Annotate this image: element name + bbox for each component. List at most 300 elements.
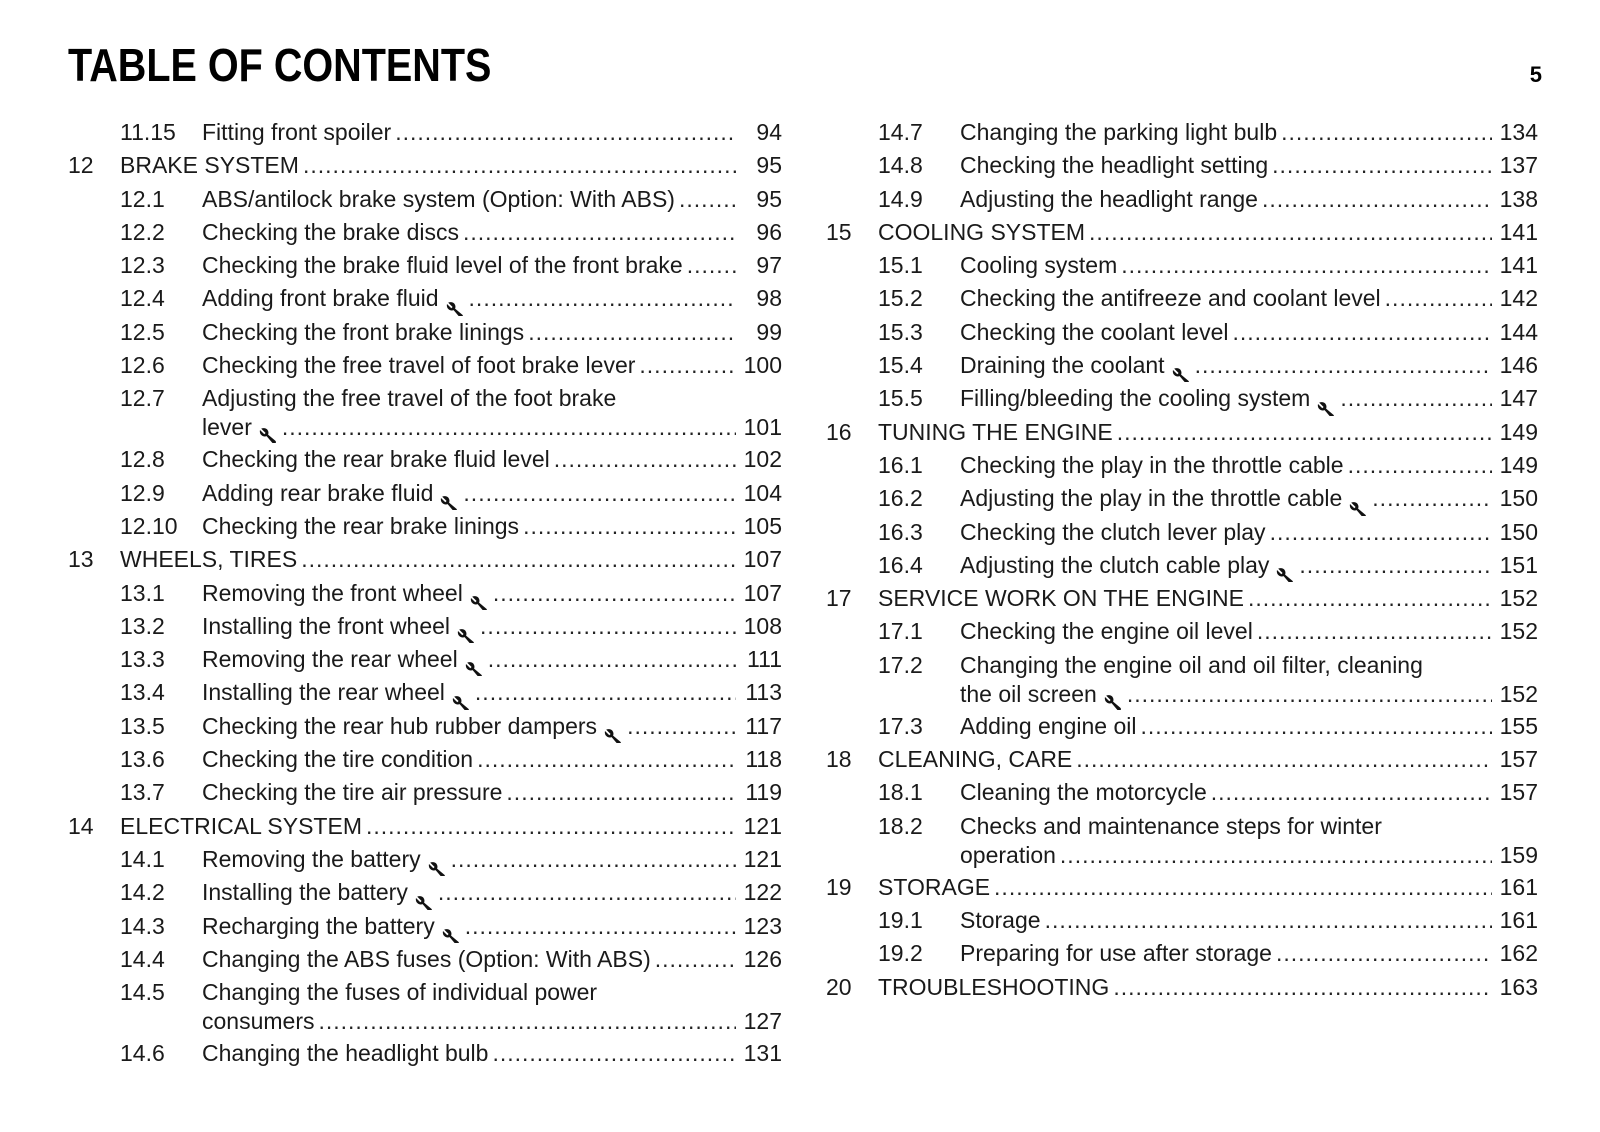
dot-leader	[1272, 149, 1492, 182]
wrench-icon	[258, 423, 278, 443]
wrench-icon	[414, 890, 434, 910]
entry-number: 13.3	[120, 646, 165, 673]
toc-entry[interactable]	[68, 776, 782, 809]
toc-entry[interactable]	[68, 710, 782, 743]
entry-number: 18.1	[878, 779, 923, 806]
entry-title-wrap	[202, 1006, 740, 1037]
entry-line-1	[68, 382, 782, 412]
entry-page-number: 97	[756, 252, 782, 279]
toc-chapter-entry[interactable]	[826, 416, 1538, 449]
entry-title: Changing the fuses of individual power	[202, 979, 598, 1006]
wrench-icon	[1348, 496, 1368, 516]
entry-title: COOLING SYSTEM	[878, 218, 1086, 245]
entry-title: Adjusting the clutch cable play	[960, 551, 1270, 578]
entry-title: WHEELS, TIRES	[120, 546, 298, 573]
entry-page-number: 162	[1499, 940, 1538, 967]
entry-title-wrap	[202, 510, 740, 543]
entry-title-wrap	[960, 382, 1496, 415]
entry-number: 16.2	[878, 485, 923, 512]
entry-title-wrap	[202, 349, 740, 382]
entry-title-wrap	[202, 843, 740, 876]
entry-number: 13.2	[120, 612, 165, 639]
dot-leader	[395, 116, 736, 149]
entry-page-number: 105	[743, 512, 782, 539]
entry-page-number: 163	[1499, 973, 1538, 1000]
entry-page-number: 113	[745, 679, 782, 706]
dot-leader	[493, 577, 736, 610]
toc-entry[interactable]	[68, 843, 782, 876]
entry-number: 13.7	[120, 779, 165, 806]
entry-title: Checking the antifreeze and coolant level	[960, 285, 1381, 312]
dot-leader	[1281, 116, 1492, 149]
entry-title-wrap	[960, 282, 1496, 315]
entry-title: Storage	[960, 906, 1041, 933]
entry-title: Checking the tire condition	[202, 746, 474, 773]
entry-number: 13.5	[120, 712, 165, 739]
entry-title: Checking the brake fluid level of the front brake	[202, 252, 683, 279]
entry-title-wrap	[960, 116, 1496, 149]
toc-chapter-entry[interactable]	[68, 810, 782, 843]
entry-number: 14.9	[878, 185, 923, 212]
toc-entry[interactable]	[826, 776, 1538, 809]
toc-entry[interactable]	[68, 116, 782, 149]
entry-title: TUNING THE ENGINE	[878, 418, 1113, 445]
entry-line-1	[68, 976, 782, 1006]
dot-leader	[301, 543, 736, 576]
toc-entry[interactable]	[68, 577, 782, 610]
entry-number: 12.8	[120, 446, 165, 473]
toc-entry[interactable]	[68, 249, 782, 282]
entry-page-number: 150	[1499, 485, 1538, 512]
toc-entry[interactable]	[68, 216, 782, 249]
entry-number: 13.6	[120, 746, 165, 773]
entry-page-number: 159	[1499, 841, 1538, 868]
entry-line-1	[826, 810, 1538, 840]
entry-title: lever	[202, 414, 252, 441]
entry-page-number: 104	[743, 479, 782, 506]
entry-title: Adjusting the headlight range	[960, 185, 1258, 212]
entry-number: 20	[826, 973, 852, 1000]
entry-title: Checking the front brake linings	[202, 318, 525, 345]
entry-title-wrap	[202, 876, 740, 909]
entry-title: Filling/bleeding the cooling system	[960, 385, 1311, 412]
entry-page-number: 152	[1499, 618, 1538, 645]
entry-title-wrap	[878, 582, 1496, 615]
dot-leader	[1089, 216, 1492, 249]
entry-page-number: 107	[743, 579, 782, 606]
toc-entry[interactable]	[68, 382, 782, 443]
entry-page-number: 144	[1499, 318, 1538, 345]
entry-title: Fitting front spoiler	[202, 119, 392, 145]
entry-title-wrap	[202, 676, 740, 709]
entry-page-number: 149	[1499, 418, 1538, 445]
dot-leader	[1060, 840, 1492, 871]
entry-page-number: 142	[1499, 285, 1538, 312]
dot-leader	[1299, 549, 1492, 582]
entry-page-number: 138	[1499, 185, 1538, 212]
entry-number: 14	[68, 812, 94, 839]
entry-title: TROUBLESHOOTING	[878, 973, 1110, 1000]
toc-entry[interactable]	[826, 183, 1538, 216]
dot-leader	[451, 843, 736, 876]
entry-page-number: 95	[756, 185, 782, 212]
toc-entry[interactable]	[826, 516, 1538, 549]
entry-number: 16	[826, 418, 852, 445]
dot-leader	[523, 510, 736, 543]
entry-title-wrap	[202, 776, 740, 809]
dot-leader	[679, 183, 736, 216]
dot-leader	[1348, 449, 1492, 482]
entry-title: the oil screen	[960, 680, 1097, 707]
toc-chapter-entry[interactable]	[826, 582, 1538, 615]
wrench-icon	[469, 590, 489, 610]
dot-leader	[1121, 249, 1492, 282]
entry-line-2	[68, 1006, 782, 1037]
page-number: 5	[1529, 62, 1542, 87]
dot-leader	[655, 943, 736, 976]
dot-leader	[1140, 710, 1492, 743]
wrench-icon	[439, 490, 459, 510]
entry-title: Checking the rear brake fluid level	[202, 446, 550, 473]
toc-entry[interactable]	[68, 910, 782, 943]
entry-number: 13.1	[120, 579, 165, 606]
entry-page-number: 161	[1499, 873, 1538, 900]
entry-title: Adding front brake fluid	[202, 285, 439, 312]
entry-number: 17.1	[878, 618, 923, 645]
entry-title: Cleaning the motorcycle	[960, 779, 1207, 806]
entry-number: 15.5	[878, 385, 923, 412]
toc-entry[interactable]	[68, 676, 782, 709]
wrench-icon	[1316, 396, 1336, 416]
entry-number: 12.7	[120, 385, 165, 412]
dot-leader	[1113, 971, 1492, 1004]
entry-number: 14.4	[120, 945, 165, 972]
page-title: TABLE OF CONTENTS	[68, 39, 492, 91]
wrench-icon	[1103, 690, 1123, 710]
entry-page-number: 123	[743, 912, 782, 939]
toc-entry[interactable]	[68, 477, 782, 510]
entry-page-number: 141	[1499, 218, 1538, 245]
entry-page-number: 127	[743, 1008, 782, 1035]
entry-title-wrap	[202, 577, 740, 610]
entry-page-number: 117	[745, 712, 782, 739]
entry-title: Removing the rear wheel	[202, 646, 458, 673]
entry-page-number: 151	[1499, 551, 1538, 578]
dot-leader	[463, 477, 736, 510]
dot-leader	[994, 871, 1492, 904]
wrench-icon	[451, 690, 471, 710]
entry-page-number: 111	[747, 646, 782, 673]
toc-entry[interactable]	[826, 810, 1538, 871]
entry-number: 12.2	[120, 218, 165, 245]
entry-title: Draining the coolant	[960, 352, 1165, 379]
dot-leader	[1233, 316, 1493, 349]
entry-title-wrap	[202, 710, 740, 743]
entry-title: Checking the coolant level	[960, 318, 1229, 345]
dot-leader	[1372, 482, 1492, 515]
dot-leader	[366, 810, 736, 843]
entry-page-number: 131	[743, 1040, 782, 1067]
entry-title-wrap	[878, 971, 1496, 1004]
entry-title-wrap	[202, 216, 740, 249]
entry-page-number: 122	[743, 879, 782, 906]
entry-number: 17.3	[878, 712, 923, 739]
toc-entry[interactable]	[826, 449, 1538, 482]
dot-leader	[488, 643, 736, 676]
entry-title: Changing the headlight bulb	[202, 1040, 489, 1067]
toc-entry[interactable]	[826, 282, 1538, 315]
entry-page-number: 95	[756, 152, 782, 179]
entry-number: 12.4	[120, 285, 165, 312]
entry-page-number: 121	[743, 845, 782, 872]
entry-page-number: 100	[743, 352, 782, 379]
entry-page-number: 150	[1499, 518, 1538, 545]
toc-chapter-entry[interactable]	[826, 743, 1538, 776]
entry-number: 12.9	[120, 479, 165, 506]
entry-title: Changing the parking light bulb	[960, 119, 1278, 145]
entry-title-wrap	[960, 549, 1496, 582]
entry-number: 14.2	[120, 879, 165, 906]
toc-entry[interactable]	[68, 743, 782, 776]
toc-entry[interactable]	[826, 149, 1538, 182]
entry-line-2	[68, 412, 782, 443]
dot-leader	[492, 1037, 736, 1070]
toc-entry[interactable]	[68, 876, 782, 909]
entry-title: Checking the rear hub rubber dampers	[202, 712, 598, 739]
toc-chapter-entry[interactable]	[68, 149, 782, 182]
entry-title-wrap	[120, 810, 740, 843]
toc-entry[interactable]	[826, 615, 1538, 648]
toc-entry[interactable]	[68, 349, 782, 382]
toc-entry[interactable]	[826, 382, 1538, 415]
dot-leader	[282, 412, 736, 443]
entry-number: 15.1	[878, 252, 923, 279]
entry-title: Checks and maintenance steps for winter	[960, 812, 1382, 839]
entry-title: Checking the engine oil level	[960, 618, 1253, 645]
entry-title: Checking the tire air pressure	[202, 779, 503, 806]
dot-leader	[475, 676, 736, 709]
entry-page-number: 147	[1499, 385, 1538, 412]
wrench-icon	[1275, 562, 1295, 582]
toc-entry[interactable]	[68, 443, 782, 476]
entry-title: Installing the battery	[202, 879, 408, 906]
dot-leader	[506, 776, 736, 809]
entry-title: ELECTRICAL SYSTEM	[120, 812, 362, 839]
entry-title: Installing the rear wheel	[202, 679, 445, 706]
entry-page-number: 149	[1499, 451, 1538, 478]
entry-title-wrap	[202, 610, 740, 643]
entry-number: 13	[68, 546, 94, 573]
dot-leader	[303, 149, 736, 182]
wrench-icon	[456, 623, 476, 643]
entry-title-wrap	[960, 776, 1496, 809]
toc-entry[interactable]	[826, 937, 1538, 970]
entry-title: Removing the battery	[202, 845, 421, 872]
entry-page-number: 121	[743, 812, 782, 839]
entry-number: 18.2	[878, 812, 923, 839]
entry-title-wrap	[960, 516, 1496, 549]
entry-page-number: 107	[743, 546, 782, 573]
entry-title-wrap	[202, 943, 740, 976]
entry-title-wrap	[960, 449, 1496, 482]
entry-page-number: 137	[1499, 152, 1538, 179]
entry-number: 19	[826, 873, 852, 900]
toc-chapter-entry[interactable]	[826, 871, 1538, 904]
entry-title-wrap	[878, 743, 1496, 776]
entry-number: 11.15	[120, 119, 176, 145]
entry-title: Checking the brake discs	[202, 218, 459, 245]
entry-title-wrap	[202, 743, 740, 776]
entry-title-wrap	[202, 183, 740, 216]
toc-chapter-entry[interactable]	[826, 216, 1538, 249]
wrench-icon	[441, 923, 461, 943]
entry-title-wrap	[878, 871, 1496, 904]
entry-page-number: 161	[1499, 906, 1538, 933]
entry-title-wrap	[202, 282, 740, 315]
dot-leader	[1340, 382, 1492, 415]
entry-page-number: 96	[756, 218, 782, 245]
entry-title-wrap	[120, 543, 740, 576]
entry-title-wrap	[960, 149, 1496, 182]
toc-entry[interactable]	[826, 649, 1538, 710]
entry-page-number: 99	[756, 318, 782, 345]
entry-title: Cooling system	[960, 252, 1118, 279]
entry-title: Checking the headlight setting	[960, 152, 1269, 179]
dot-leader	[554, 443, 736, 476]
entry-title: Checking the clutch lever play	[960, 518, 1266, 545]
entry-title: BRAKE SYSTEM	[120, 152, 299, 179]
entry-title-wrap	[202, 643, 740, 676]
entry-title: Preparing for use after storage	[960, 940, 1272, 967]
toc-entry[interactable]	[826, 316, 1538, 349]
toc-entry[interactable]	[826, 349, 1538, 382]
entry-number: 12.10	[120, 512, 178, 539]
entry-title: Adjusting the free travel of the foot brake	[202, 385, 617, 412]
toc-entry[interactable]	[68, 1037, 782, 1070]
entry-title: ABS/antilock brake system (Option: With ABS)	[202, 185, 675, 212]
toc-entry[interactable]	[826, 482, 1538, 515]
entry-page-number: 119	[745, 779, 782, 806]
dot-leader	[1045, 904, 1492, 937]
entry-number: 14.7	[878, 119, 923, 145]
entry-title-wrap	[202, 910, 740, 943]
entry-title: operation	[960, 841, 1056, 868]
toc-entry[interactable]	[826, 710, 1538, 743]
toc-entry[interactable]	[826, 549, 1538, 582]
entry-title: consumers	[202, 1008, 315, 1035]
entry-number: 13.4	[120, 679, 165, 706]
dot-leader	[627, 710, 736, 743]
toc-entry[interactable]	[826, 904, 1538, 937]
toc-entry[interactable]	[826, 249, 1538, 282]
toc-entry[interactable]	[68, 610, 782, 643]
entry-title-wrap	[202, 477, 740, 510]
dot-leader	[639, 349, 736, 382]
entry-page-number: 152	[1499, 585, 1538, 612]
entry-number: 12	[68, 152, 94, 179]
toc-entry[interactable]	[68, 643, 782, 676]
entry-title: STORAGE	[878, 873, 991, 900]
wrench-icon	[1171, 362, 1191, 382]
entry-title-wrap	[202, 316, 740, 349]
toc-entry[interactable]	[68, 183, 782, 216]
entry-number: 17	[826, 585, 852, 612]
entry-title-wrap	[960, 249, 1496, 282]
dot-leader	[1262, 183, 1492, 216]
entry-title-wrap	[202, 443, 740, 476]
entry-page-number: 101	[743, 414, 782, 441]
entry-title-wrap	[960, 316, 1496, 349]
entry-title-wrap	[960, 679, 1496, 710]
toc-entry[interactable]	[68, 976, 782, 1037]
toc-right-column	[826, 116, 1538, 1004]
entry-title-wrap	[120, 149, 740, 182]
dot-leader	[528, 316, 736, 349]
entry-title-wrap	[960, 937, 1496, 970]
entry-title: SERVICE WORK ON THE ENGINE	[878, 585, 1244, 612]
entry-title: Installing the front wheel	[202, 612, 451, 639]
toc-chapter-entry[interactable]	[826, 971, 1538, 1004]
dot-leader	[480, 610, 736, 643]
entry-page-number: 157	[1499, 746, 1538, 773]
entry-number: 12.3	[120, 252, 165, 279]
dot-leader	[1195, 349, 1492, 382]
toc-entry[interactable]	[68, 943, 782, 976]
entry-title: Checking the free travel of foot brake lever	[202, 352, 636, 379]
entry-number: 15.2	[878, 285, 923, 312]
entry-title: Adding rear brake fluid	[202, 479, 434, 506]
entry-title-wrap	[960, 482, 1496, 515]
dot-leader	[1117, 416, 1492, 449]
toc-entry[interactable]	[68, 510, 782, 543]
entry-line-2	[826, 679, 1538, 710]
dot-leader	[1211, 776, 1492, 809]
entry-title-wrap	[960, 349, 1496, 382]
entry-title: Changing the ABS fuses (Option: With ABS)	[202, 945, 651, 972]
entry-page-number: 141	[1499, 252, 1538, 279]
toc-entry[interactable]	[68, 282, 782, 315]
entry-title: Checking the rear brake linings	[202, 512, 520, 539]
dot-leader	[1257, 615, 1492, 648]
entry-page-number: 155	[1499, 712, 1538, 739]
dot-leader	[1248, 582, 1492, 615]
toc-entry[interactable]	[68, 316, 782, 349]
entry-page-number: 126	[743, 945, 782, 972]
dot-leader	[1385, 282, 1492, 315]
entry-title-wrap	[960, 183, 1496, 216]
entry-title: Changing the engine oil and oil filter, cleaning	[960, 651, 1423, 678]
dot-leader	[477, 743, 736, 776]
entry-title: Removing the front wheel	[202, 579, 463, 606]
wrench-icon	[464, 656, 484, 676]
entry-line-2	[826, 840, 1538, 871]
toc-chapter-entry[interactable]	[68, 543, 782, 576]
dot-leader	[1127, 679, 1492, 710]
dot-leader	[1270, 516, 1492, 549]
toc-left-column	[68, 116, 782, 1070]
entry-number: 14.3	[120, 912, 165, 939]
entry-title-wrap	[878, 416, 1496, 449]
entry-number: 15.3	[878, 318, 923, 345]
entry-title: Recharging the battery	[202, 912, 435, 939]
entry-page-number: 152	[1499, 680, 1538, 707]
entry-number: 15.4	[878, 352, 923, 379]
toc-entry[interactable]	[826, 116, 1538, 149]
dot-leader	[469, 282, 736, 315]
entry-number: 16.3	[878, 518, 923, 545]
entry-number: 12.5	[120, 318, 165, 345]
entry-number: 14.6	[120, 1040, 165, 1067]
